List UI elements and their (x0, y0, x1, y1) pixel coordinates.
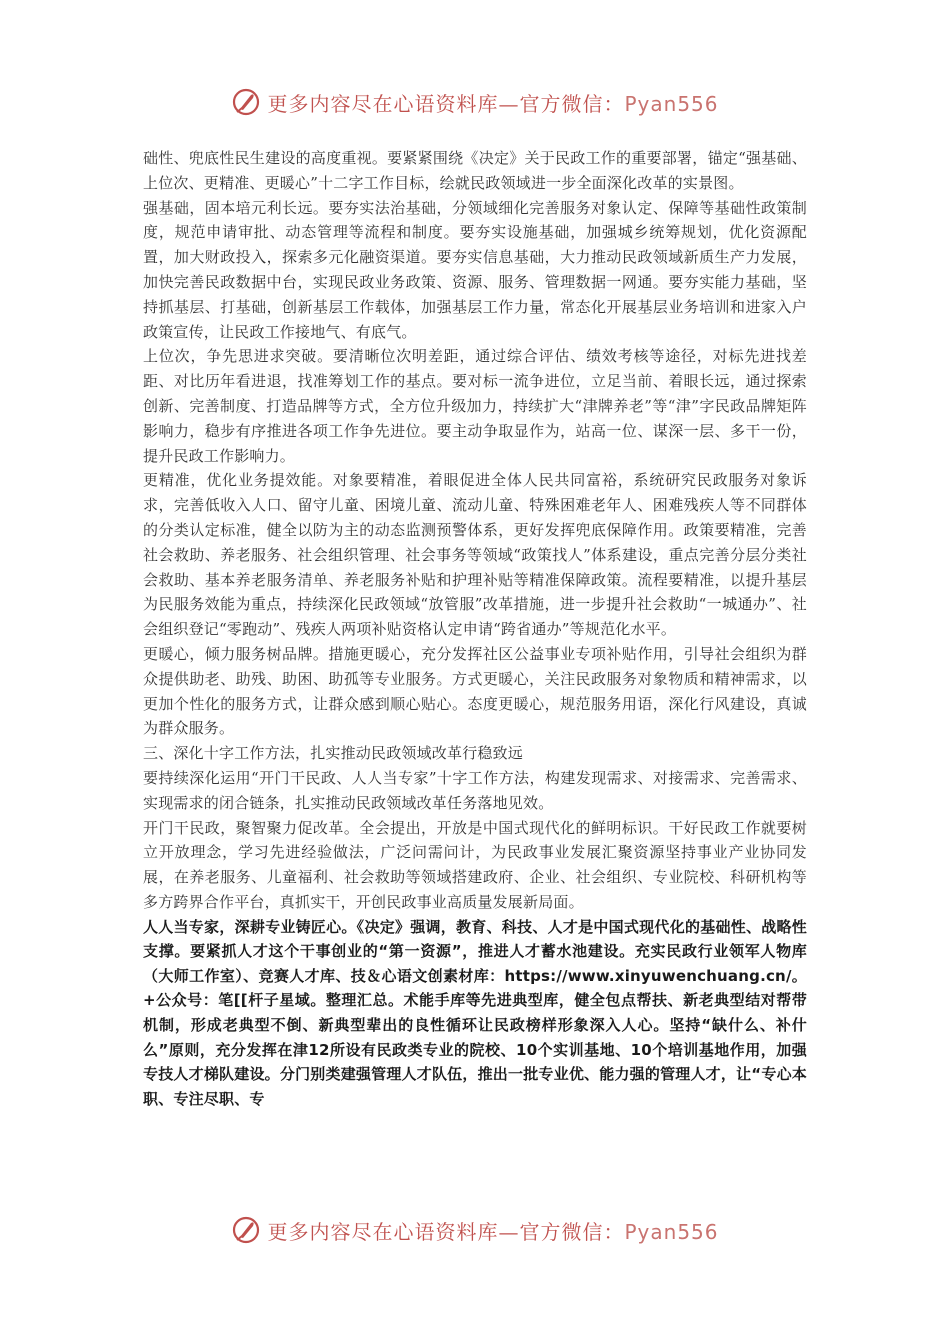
paragraph-bold: 人人当专家，深耕专业铸匠心。《决定》强调，教育、科技、人才是中国式现代化的基础性、战略性支撑。要紧抓人才这个干事创业的“第一资源”，推进人才蓄水池建设。充实民政行业领军人物库（大师工作室）、竞赛人才库、技＆心语文创素材库：https://www.xinyuwenchuang.cn/。+公众号：笔[[杆子星域。整理汇总。术能手库等先进典型库，健全包点帮扶、新老典型结对帮带机制，形成老典型不倒、新典型辈出的良性循环让民政榜样形象深入人心。坚持“缺什么、补什么”原则，充分发挥在津12所设有民政类专业的院校、10个实训基地、10个培训基地作用，加强专技人才梯队建设。分门别类建强管理人才队伍，推出一批专业优、能力强的管理人才，让“专心本职、专注尽职、专 (143, 917, 807, 1108)
section-heading: 三、深化十字工作方法，扎实推动民政领域改革行稳致远 (143, 744, 524, 763)
paragraph: 更精准，优化业务提效能。对象要精准，着眼促进全体人民共同富裕，系统研究民政服务对象诉求，完善低收入人口、留守儿童、困境儿童、流动儿童、特殊困难老年人、困难残疾人等不同群体的分类认定标准，健全以防为主的动态监测预警体系，更好发挥兜底保障作用。政策要精准，完善社会救助、养老服务、社会组织管理、社会事务等领域“政策找人”体系建设，重点完善分层分类社会救助、基本养老服务清单、养老服务补贴和护理补贴等精准保障政策。流程要精准，以提升基层为民服务效能为重点，持续深化民政领域“放管服”改革措施，进一步提升社会救助“一城通办”、社会组织登记“零跑动”、残疾人两项补贴资格认定申请“跨省通办”等规范化水平。 (143, 471, 807, 639)
footer-banner (0, 1210, 950, 1250)
paragraph: 础性、兜底性民生建设的高度重视。要紧紧围绕《决定》关于民政工作的重要部署，锚定“强基础、上位次、更精准、更暖心”十二字工作目标，绘就民政领域进一步全面深化改革的实景图。 (143, 149, 807, 192)
paragraph: 开门干民政，聚智聚力促改革。全会提出，开放是中国式现代化的鲜明标识。干好民政工作就要树立开放理念，学习先进经验做法，广泛问需问计，为民政事业发展汇聚资源坚持事业产业协同发展，在养老服务、儿童福利、社会救助等领域搭建政府、企业、社会组织、专业院校、科研机构等多方跨界合作平台，真抓实干，开创民政事业高质量发展新局面。 (143, 818, 807, 911)
header-banner (0, 82, 950, 122)
banner-text: 更多内容尽在心语资料库—官方微信：Pyan556 (267, 1219, 719, 1244)
paragraph: 更暖心，倾力服务树品牌。措施更暖心，充分发挥社区公益事业专项补贴作用，引导社会组织为群众提供助老、助残、助困、助孤等专业服务。方式更暖心，关注民政服务对象物质和精神需求，以更加个性化的服务方式，让群众感到顺心贴心。态度更暖心，规范服务用语，深化行风建设，真诚为群众服务。 (143, 644, 807, 738)
document-body (143, 146, 807, 1111)
paragraph: 上位次，争先思进求突破。要清晰位次明差距，通过综合评估、绩效考核等途径，对标先进找差距、对比历年看进退，找准筹划工作的基点。要对标一流争进位，立足当前、着眼长远，通过探索创新、完善制度、打造品牌等方式，全方位升级加力，持续扩大“津牌养老”等“津”字民政品牌矩阵影响力，稳步有序推进各项工作争先进位。要主动争取显作为，站高一位、谋深一层、多干一份，提升民政工作影响力。 (143, 347, 807, 465)
banner-text: 更多内容尽在心语资料库—官方微信：Pyan556 (267, 91, 719, 116)
wechat-id: Pyan556 (624, 91, 719, 116)
paragraph: 要持续深化运用“开门干民政、人人当专家”十字工作方法，构建发现需求、对接需求、完善需求、实现需求的闭合链条，扎实推动民政领域改革任务落地见效。 (143, 768, 807, 812)
paragraph: 强基础，固本培元利长远。要夯实法治基础，分领域细化完善服务对象认定、保障等基础性政策制度，规范申请审批、动态管理等流程和制度。要夯实设施基础，加强城乡统筹规划，优化资源配置，加大财政投入，探索多元化融资渠道。要夯实信息基础，大力推动民政领域新质生产力发展，加快完善民政数据中台，实现民政业务政策、资源、服务、管理数据一网通。要夯实能力基础，坚持抓基层、打基础，创新基层工作载体，加强基层工作力量，常态化开展基层业务培训和进家入户政策宣传，让民政工作接地气、有底气。 (143, 198, 807, 341)
quill-logo-icon (231, 87, 261, 117)
wechat-id: Pyan556 (624, 1219, 719, 1244)
quill-logo-icon (231, 1215, 261, 1245)
